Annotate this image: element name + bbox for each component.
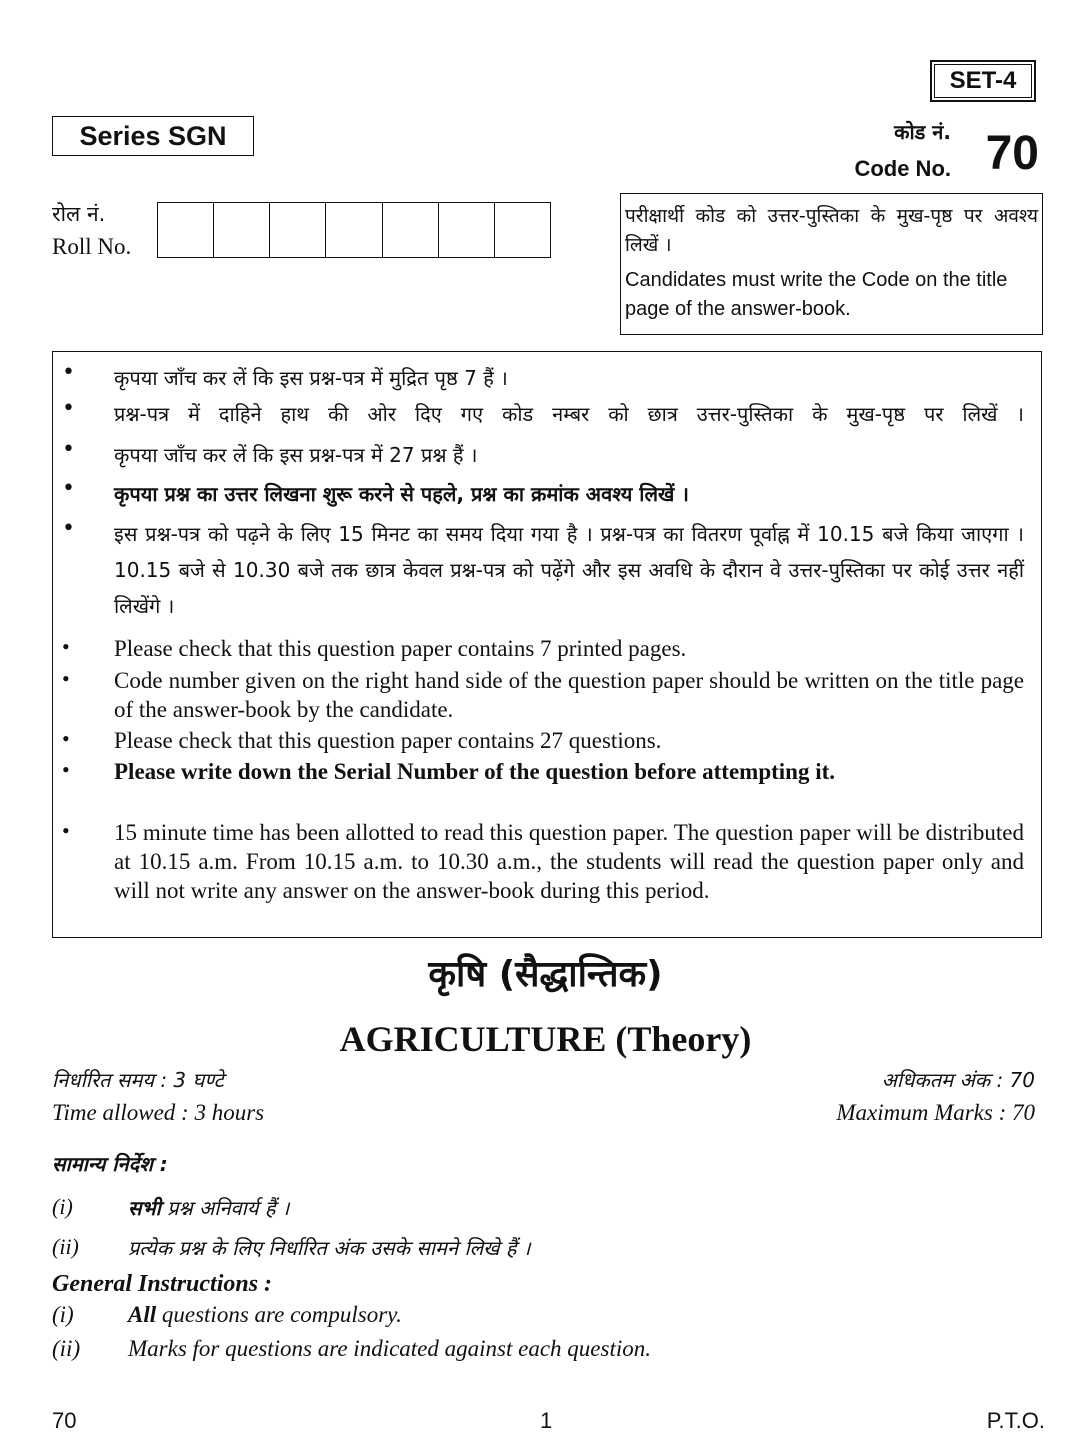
set-label: SET-4 (930, 60, 1036, 102)
pto-label: P.T.O. (986, 1408, 1045, 1433)
time-allowed-hindi: निर्धारित समय : 3 घण्टे (52, 1068, 224, 1092)
roll-box[interactable] (495, 203, 550, 257)
roll-box[interactable] (439, 203, 495, 257)
series-label: Series SGN (52, 116, 254, 156)
subject-title: AGRICULTURE (Theory) (339, 1019, 752, 1059)
code-label: Code No. (854, 156, 951, 181)
code-label-hindi: कोड नं. (894, 120, 951, 144)
time-allowed: Time allowed : 3 hours (52, 1100, 265, 1125)
code-number: 70 (985, 127, 1039, 180)
candidate-note-hindi: परीक्षार्थी कोड को उत्तर-पुस्तिका के मुख-पृष्ठ पर अवश्य लिखें । (625, 205, 1038, 256)
subject-title-hindi: कृषि (सैद्धान्तिक) (428, 954, 663, 995)
maximum-marks-hindi: अधिकतम अंक : 70 (881, 1068, 1035, 1092)
candidate-note: Candidates must write the Code on the title page of the answer-book. (625, 269, 1008, 320)
general-instructions-heading-hindi: सामान्य निर्देश : (52, 1152, 168, 1176)
roll-box[interactable] (214, 203, 270, 257)
roll-number-boxes[interactable] (157, 202, 551, 258)
roll-box[interactable] (158, 203, 214, 257)
general-instructions-heading: General Instructions : (52, 1271, 273, 1297)
footer-code: 70 (52, 1408, 77, 1433)
roll-box[interactable] (383, 203, 439, 257)
page-number: 1 (540, 1408, 553, 1433)
maximum-marks: Maximum Marks : 70 (836, 1100, 1035, 1125)
roll-label: Roll No. (52, 234, 132, 259)
roll-label-hindi: रोल नं. (52, 202, 106, 226)
candidate-note-box (620, 193, 1043, 335)
roll-box[interactable] (326, 203, 382, 257)
roll-box[interactable] (270, 203, 326, 257)
